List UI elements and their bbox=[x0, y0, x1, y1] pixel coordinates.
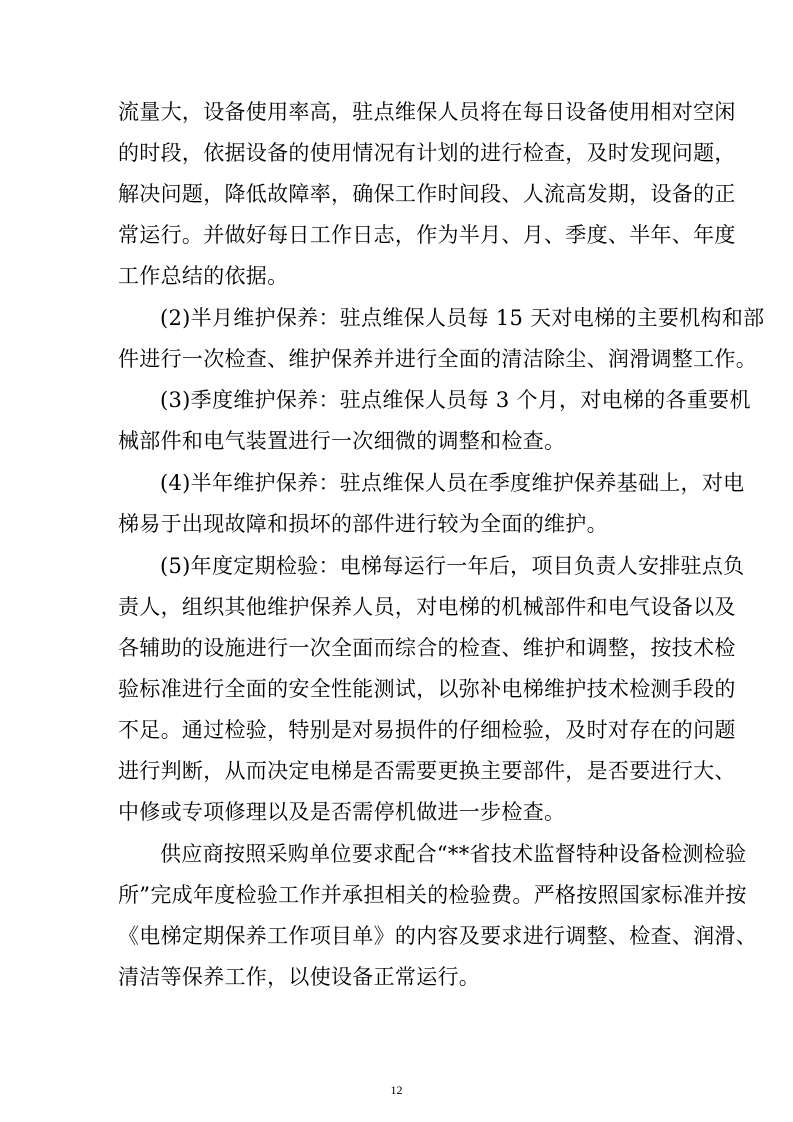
paragraph-5-line-2: 责人，组织其他维护保养人员，对电梯的机械部件和电气设备以及 bbox=[118, 595, 736, 619]
paragraph-6-line-4: 清洁等保养工作，以使设备正常运行。 bbox=[118, 965, 481, 989]
paragraph-1-line-1: 流量大，设备使用率高，驻点维保人员将在每日设备使用相对空闲 bbox=[118, 100, 736, 124]
paragraph-1-line-3: 解决问题，降低故障率，确保工作时间段、人流高发期，设备的正 bbox=[118, 182, 736, 206]
paragraph-5-line-5: 不足。通过检验，特别是对易损件的仔细检验，及时对存在的问题 bbox=[118, 718, 736, 742]
paragraph-6-line-2: 所”完成年度检验工作并承担相关的检验费。严格按照国家标准并按 bbox=[118, 883, 747, 907]
paragraph-5-line-6: 进行判断，从而决定电梯是否需要更换主要部件，是否要进行大、 bbox=[118, 759, 736, 783]
paragraph-5-line-4: 验标准进行全面的安全性能测试，以弥补电梯维护技术检测手段的 bbox=[118, 677, 736, 701]
paragraph-1-line-4: 常运行。并做好每日工作日志，作为半月、月、季度、半年、年度 bbox=[118, 223, 736, 247]
paragraph-5-line-7: 中修或专项修理以及是否需停机做进一步检查。 bbox=[118, 800, 566, 824]
paragraph-6-line-3: 《电梯定期保养工作项目单》的内容及要求进行调整、检查、润滑、 bbox=[118, 924, 757, 948]
paragraph-1-line-5: 工作总结的依据。 bbox=[118, 264, 289, 288]
paragraph-4-line-1: (4)半年维护保养：驻点维保人员在季度维护保养基础上，对电 bbox=[160, 471, 745, 495]
paragraph-6-line-1: 供应商按照采购单位要求配合“**省技术监督特种设备检测检验 bbox=[160, 842, 747, 866]
paragraph-3-line-2: 械部件和电气装置进行一次细微的调整和检查。 bbox=[118, 429, 566, 453]
paragraph-1-line-2: 的时段，依据设备的使用情况有计划的进行检查，及时发现问题， bbox=[118, 141, 736, 165]
paragraph-2-line-1: (2)半月维护保养：驻点维保人员每 15 天对电梯的主要机构和部 bbox=[160, 306, 765, 330]
paragraph-3-line-1: (3)季度维护保养：驻点维保人员每 3 个月，对电梯的各重要机 bbox=[160, 388, 751, 412]
paragraph-4-line-2: 梯易于出现故障和损坏的部件进行较为全面的维护。 bbox=[118, 512, 608, 536]
page-number: 12 bbox=[390, 1083, 403, 1097]
paragraph-2-line-2: 件进行一次检查、维护保养并进行全面的清洁除尘、润滑调整工作。 bbox=[118, 347, 757, 371]
paragraph-5-line-1: (5)年度定期检验：电梯每运行一年后，项目负责人安排驻点负 bbox=[160, 554, 745, 578]
paragraph-5-line-3: 各辅助的设施进行一次全面而综合的检查、维护和调整，按技术检 bbox=[118, 636, 736, 660]
